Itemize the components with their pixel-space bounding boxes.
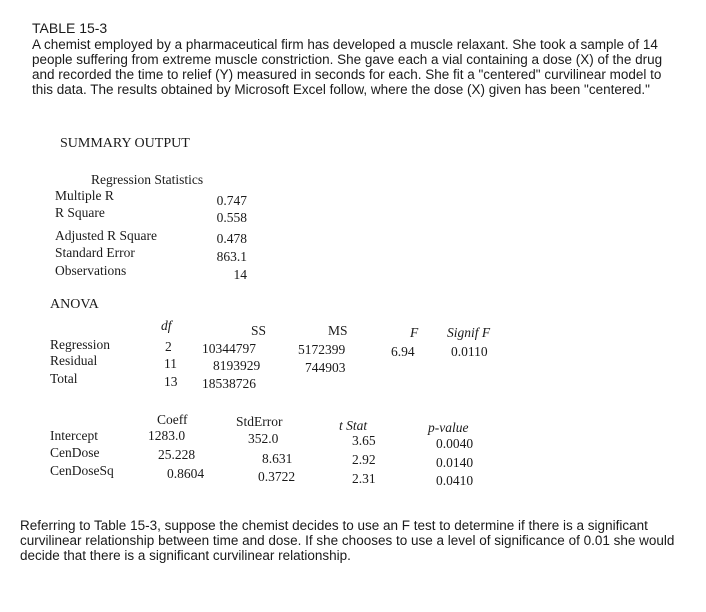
tstat-value: 2.92 bbox=[352, 452, 376, 467]
anova-row-label: Regression bbox=[50, 337, 110, 352]
anova-df-value: 13 bbox=[164, 374, 178, 389]
anova-header-df: df bbox=[161, 318, 172, 333]
coeff-value: 25.228 bbox=[158, 447, 196, 462]
tstat-value: 3.65 bbox=[352, 433, 376, 448]
anova-header-ss: SS bbox=[251, 323, 267, 338]
stat-label: Observations bbox=[55, 263, 127, 278]
pvalue-value: 0.0410 bbox=[436, 473, 474, 488]
regression-statistics-heading: Regression Statistics bbox=[91, 172, 204, 187]
anova-header-signif-f: Signif F bbox=[447, 325, 491, 340]
anova-ms-value: 744903 bbox=[305, 360, 346, 375]
stat-value: 0.478 bbox=[216, 231, 247, 246]
table-label: TABLE 15-3 bbox=[32, 20, 108, 36]
anova-row-label: Residual bbox=[50, 353, 98, 368]
coeff-value: 0.8604 bbox=[167, 466, 205, 481]
stat-value: 14 bbox=[233, 267, 247, 282]
tstat-value: 2.31 bbox=[352, 471, 376, 486]
coeff-header: Coeff bbox=[157, 412, 188, 427]
anova-df-value: 2 bbox=[165, 339, 172, 354]
stat-value: 863.1 bbox=[216, 249, 247, 264]
anova-title: ANOVA bbox=[50, 297, 99, 312]
stat-value: 0.558 bbox=[216, 210, 247, 225]
stat-label: Standard Error bbox=[55, 245, 135, 260]
anova-header-ms: MS bbox=[328, 323, 348, 338]
stat-label: Multiple R bbox=[55, 188, 114, 203]
stderror-header: StdError bbox=[236, 414, 283, 429]
coeff-row-label: CenDose bbox=[50, 445, 100, 460]
anova-ss-value: 8193929 bbox=[213, 358, 261, 373]
stat-value: 0.747 bbox=[216, 193, 247, 208]
anova-df-value: 11 bbox=[164, 356, 177, 371]
stat-label: R Square bbox=[55, 205, 105, 220]
stderror-value: 8.631 bbox=[262, 451, 293, 466]
pvalue-value: 0.0040 bbox=[436, 436, 474, 451]
anova-header-f: F bbox=[410, 325, 419, 340]
question-text: Referring to Table 15-3, suppose the chemist decides to use an F test to determine if there is a significant curvilinear relationship between time and dose. If she chooses to use a level of significance of 0.01 she would decide that there is a significant curvilinear relationship. bbox=[20, 518, 675, 563]
anova-ss-value: 18538726 bbox=[202, 376, 256, 391]
anova-ms-value: 5172399 bbox=[298, 342, 346, 357]
stderror-value: 0.3722 bbox=[258, 469, 296, 484]
anova-signif-f-value: 0.0110 bbox=[451, 344, 488, 359]
stderror-value: 352.0 bbox=[248, 431, 279, 446]
pvalue-header: p-value bbox=[428, 420, 469, 435]
coeff-row-label: Intercept bbox=[50, 428, 98, 443]
summary-output-title: SUMMARY OUTPUT bbox=[60, 136, 190, 151]
coeff-row-label: CenDoseSq bbox=[50, 463, 114, 478]
anova-f-value: 6.94 bbox=[391, 344, 415, 359]
problem-description: A chemist employed by a pharmaceutical firm has developed a muscle relaxant. She took a sample of 14 people suffering from extreme muscle constriction. She gave each a vial containing a dose (X) of the drug and recorded the time to relief (Y) measured in seconds for each. She fit a "centered" curvilinear model to this data. The results obtained by Microsoft Excel follow, where the dose (X) given has been "centered." bbox=[32, 37, 663, 97]
anova-row-label: Total bbox=[50, 371, 78, 386]
anova-ss-value: 10344797 bbox=[202, 341, 256, 356]
tstat-header: t Stat bbox=[339, 418, 368, 433]
stat-label: Adjusted R Square bbox=[55, 228, 157, 243]
coeff-value: 1283.0 bbox=[148, 428, 186, 443]
pvalue-value: 0.0140 bbox=[436, 455, 474, 470]
